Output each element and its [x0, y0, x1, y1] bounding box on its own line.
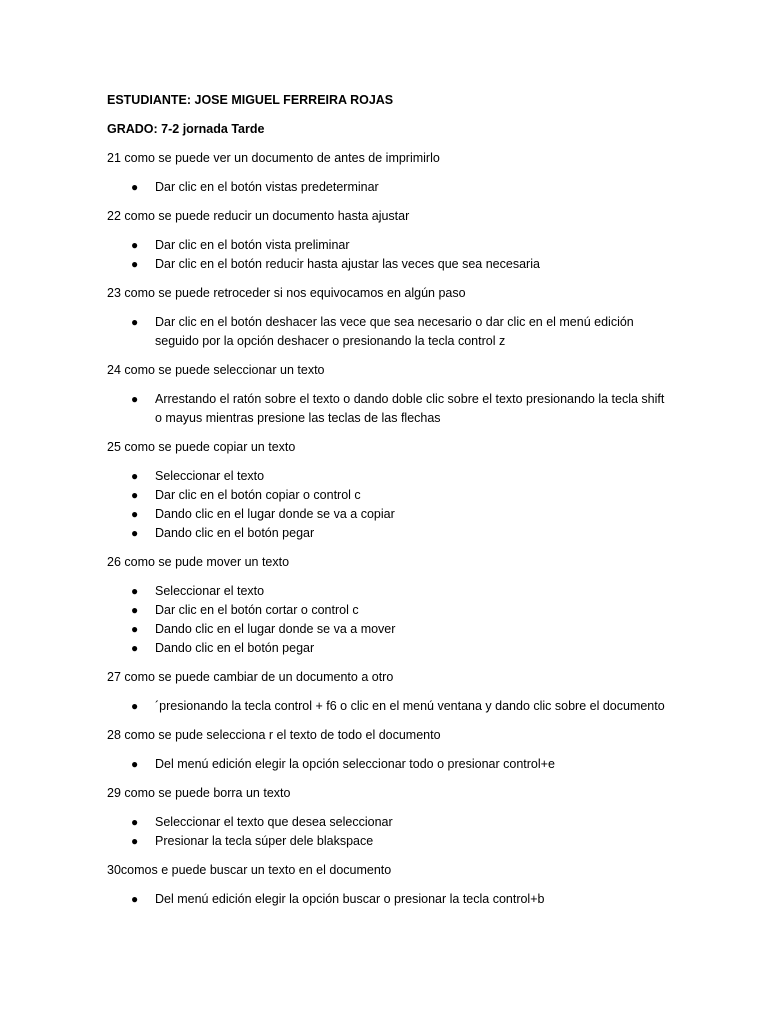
answer-item: [107, 755, 667, 774]
answer-item: [107, 390, 667, 428]
bullet-icon: ●: [131, 815, 139, 829]
question-text: 25 como se puede copiar un texto: [107, 440, 296, 454]
answer-text: Dar clic en el botón vista preliminar: [155, 238, 350, 252]
answer-list: [107, 236, 667, 274]
bullet-icon: ●: [131, 641, 139, 655]
answer-text: Dar clic en el botón cortar o control c: [155, 603, 359, 617]
bullet-icon: ●: [131, 584, 139, 598]
answer-list: [107, 467, 667, 543]
answer-list: [107, 178, 667, 197]
student-grade: GRADO: 7-2 jornada Tarde: [107, 122, 265, 136]
document-page: [107, 91, 667, 919]
answer-item: [107, 697, 667, 716]
bullet-icon: ●: [131, 469, 139, 483]
answer-text: Dando clic en el botón pegar: [155, 526, 315, 540]
answer-item: [107, 505, 667, 524]
answer-text: Del menú edición elegir la opción seleccionar todo o presionar control+e: [155, 757, 555, 771]
question-text: 27 como se puede cambiar de un documento a otro: [107, 670, 394, 684]
answer-item: [107, 178, 667, 197]
answer-item: [107, 486, 667, 505]
bullet-icon: ●: [131, 757, 139, 771]
answer-item: [107, 813, 667, 832]
bullet-icon: ●: [131, 892, 139, 906]
answer-item: [107, 255, 667, 274]
answer-item: [107, 890, 667, 909]
answer-text: Dando clic en el lugar donde se va a copiar: [155, 507, 395, 521]
question-text: 21 como se puede ver un documento de antes de imprimirlo: [107, 151, 440, 165]
answer-text: Dar clic en el botón reducir hasta ajustar las veces que sea necesaria: [155, 257, 540, 271]
question-text: 26 como se pude mover un texto: [107, 555, 290, 569]
bullet-icon: ●: [131, 315, 139, 329]
answer-list: [107, 755, 667, 774]
answer-item: [107, 236, 667, 255]
answer-text: Seleccionar el texto que desea seleccionar: [155, 815, 393, 829]
bullet-icon: ●: [131, 603, 139, 617]
bullet-icon: ●: [131, 622, 139, 636]
question-text: 29 como se puede borra un texto: [107, 786, 291, 800]
bullet-icon: ●: [131, 488, 139, 502]
answer-item: [107, 601, 667, 620]
bullet-icon: ●: [131, 526, 139, 540]
answer-list: [107, 697, 667, 716]
answer-list: [107, 313, 667, 351]
question-list: [107, 149, 667, 909]
answer-text: ´presionando la tecla control + f6 o clic en el menú ventana y dando clic sobre el documento: [155, 699, 665, 713]
answer-text: Del menú edición elegir la opción buscar o presionar la tecla control+b: [155, 892, 545, 906]
question-text: 30comos e puede buscar un texto en el documento: [107, 863, 392, 877]
answer-item: [107, 639, 667, 658]
bullet-icon: ●: [131, 180, 139, 194]
question-text: 28 como se pude selecciona r el texto de todo el documento: [107, 728, 441, 742]
bullet-icon: ●: [131, 834, 139, 848]
question-text: 24 como se puede seleccionar un texto: [107, 363, 325, 377]
answer-text: Arrestando el ratón sobre el texto o dando doble clic sobre el texto presionando la tecla shift o mayus mientras presione las teclas de las flechas: [155, 392, 665, 425]
answer-text: Dar clic en el botón vistas predeterminar: [155, 180, 379, 194]
answer-list: [107, 813, 667, 851]
answer-text: Dando clic en el botón pegar: [155, 641, 315, 655]
answer-text: Dar clic en el botón copiar o control c: [155, 488, 361, 502]
answer-item: [107, 313, 667, 351]
student-name: ESTUDIANTE: JOSE MIGUEL FERREIRA ROJAS: [107, 93, 394, 107]
answer-text: Seleccionar el texto: [155, 584, 265, 598]
answer-item: [107, 582, 667, 601]
answer-list: [107, 890, 667, 909]
bullet-icon: ●: [131, 392, 139, 406]
bullet-icon: ●: [131, 238, 139, 252]
answer-text: Presionar la tecla súper dele blakspace: [155, 834, 374, 848]
question-text: 23 como se puede retroceder si nos equivocamos en algún paso: [107, 286, 466, 300]
answer-item: [107, 467, 667, 486]
answer-text: Dando clic en el lugar donde se va a mover: [155, 622, 396, 636]
bullet-icon: ●: [131, 699, 139, 713]
bullet-icon: ●: [131, 507, 139, 521]
question-text: 22 como se puede reducir un documento hasta ajustar: [107, 209, 410, 223]
answer-item: [107, 832, 667, 851]
bullet-icon: ●: [131, 257, 139, 271]
answer-text: Dar clic en el botón deshacer las vece que sea necesario o dar clic en el menú edición seguido por la opción deshacer o presionando la tecla control z: [155, 315, 634, 348]
answer-list: [107, 582, 667, 658]
answer-item: [107, 620, 667, 639]
answer-text: Seleccionar el texto: [155, 469, 265, 483]
answer-list: [107, 390, 667, 428]
answer-item: [107, 524, 667, 543]
